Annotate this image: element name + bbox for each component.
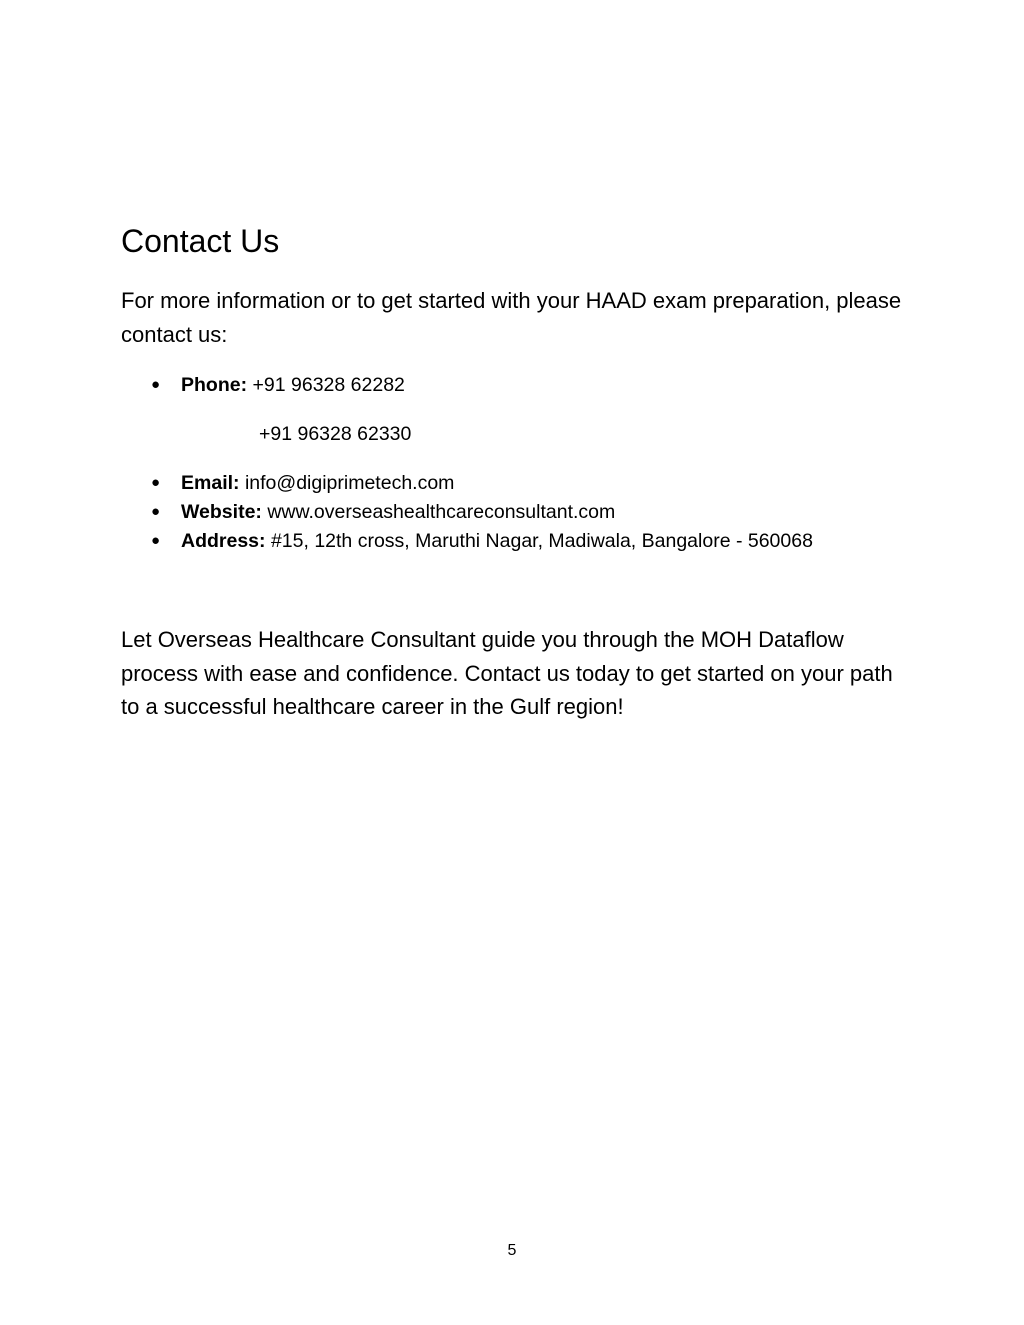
intro-paragraph: For more information or to get started with your HAAD exam preparation, please contact us: [121, 288, 902, 347]
phone-value-secondary: +91 96328 62330 [259, 423, 412, 445]
bullet-icon: ● [151, 376, 161, 393]
phone-label: Phone: [181, 374, 248, 396]
bullet-icon: ● [151, 474, 161, 491]
email-label: Email: [181, 472, 240, 494]
address-label: Address: [181, 530, 266, 552]
phone-value: +91 96328 62282 [252, 374, 405, 396]
closing-paragraph: Let Overseas Healthcare Consultant guide you through the MOH Dataflow process with ease and confidence. Contact us today to get started on your path to a successful healthcare career in the Gulf region! [121, 627, 893, 719]
contact-item-address [181, 528, 813, 554]
bullet-icon: ● [151, 503, 161, 520]
email-value: info@digiprimetech.com [244, 472, 455, 494]
website-value: www.overseashealthcareconsultant.com [267, 501, 616, 523]
contact-item-phone [181, 372, 405, 398]
page-title: Contact Us [121, 223, 280, 259]
website-label: Website: [181, 501, 262, 523]
contact-item-email [181, 470, 454, 496]
address-value: #15, 12th cross, Maruthi Nagar, Madiwala, Bangalore - 560068 [270, 530, 813, 552]
bullet-icon: ● [151, 532, 161, 549]
page-number: 5 [507, 1242, 517, 1259]
contact-item-website [181, 499, 615, 525]
